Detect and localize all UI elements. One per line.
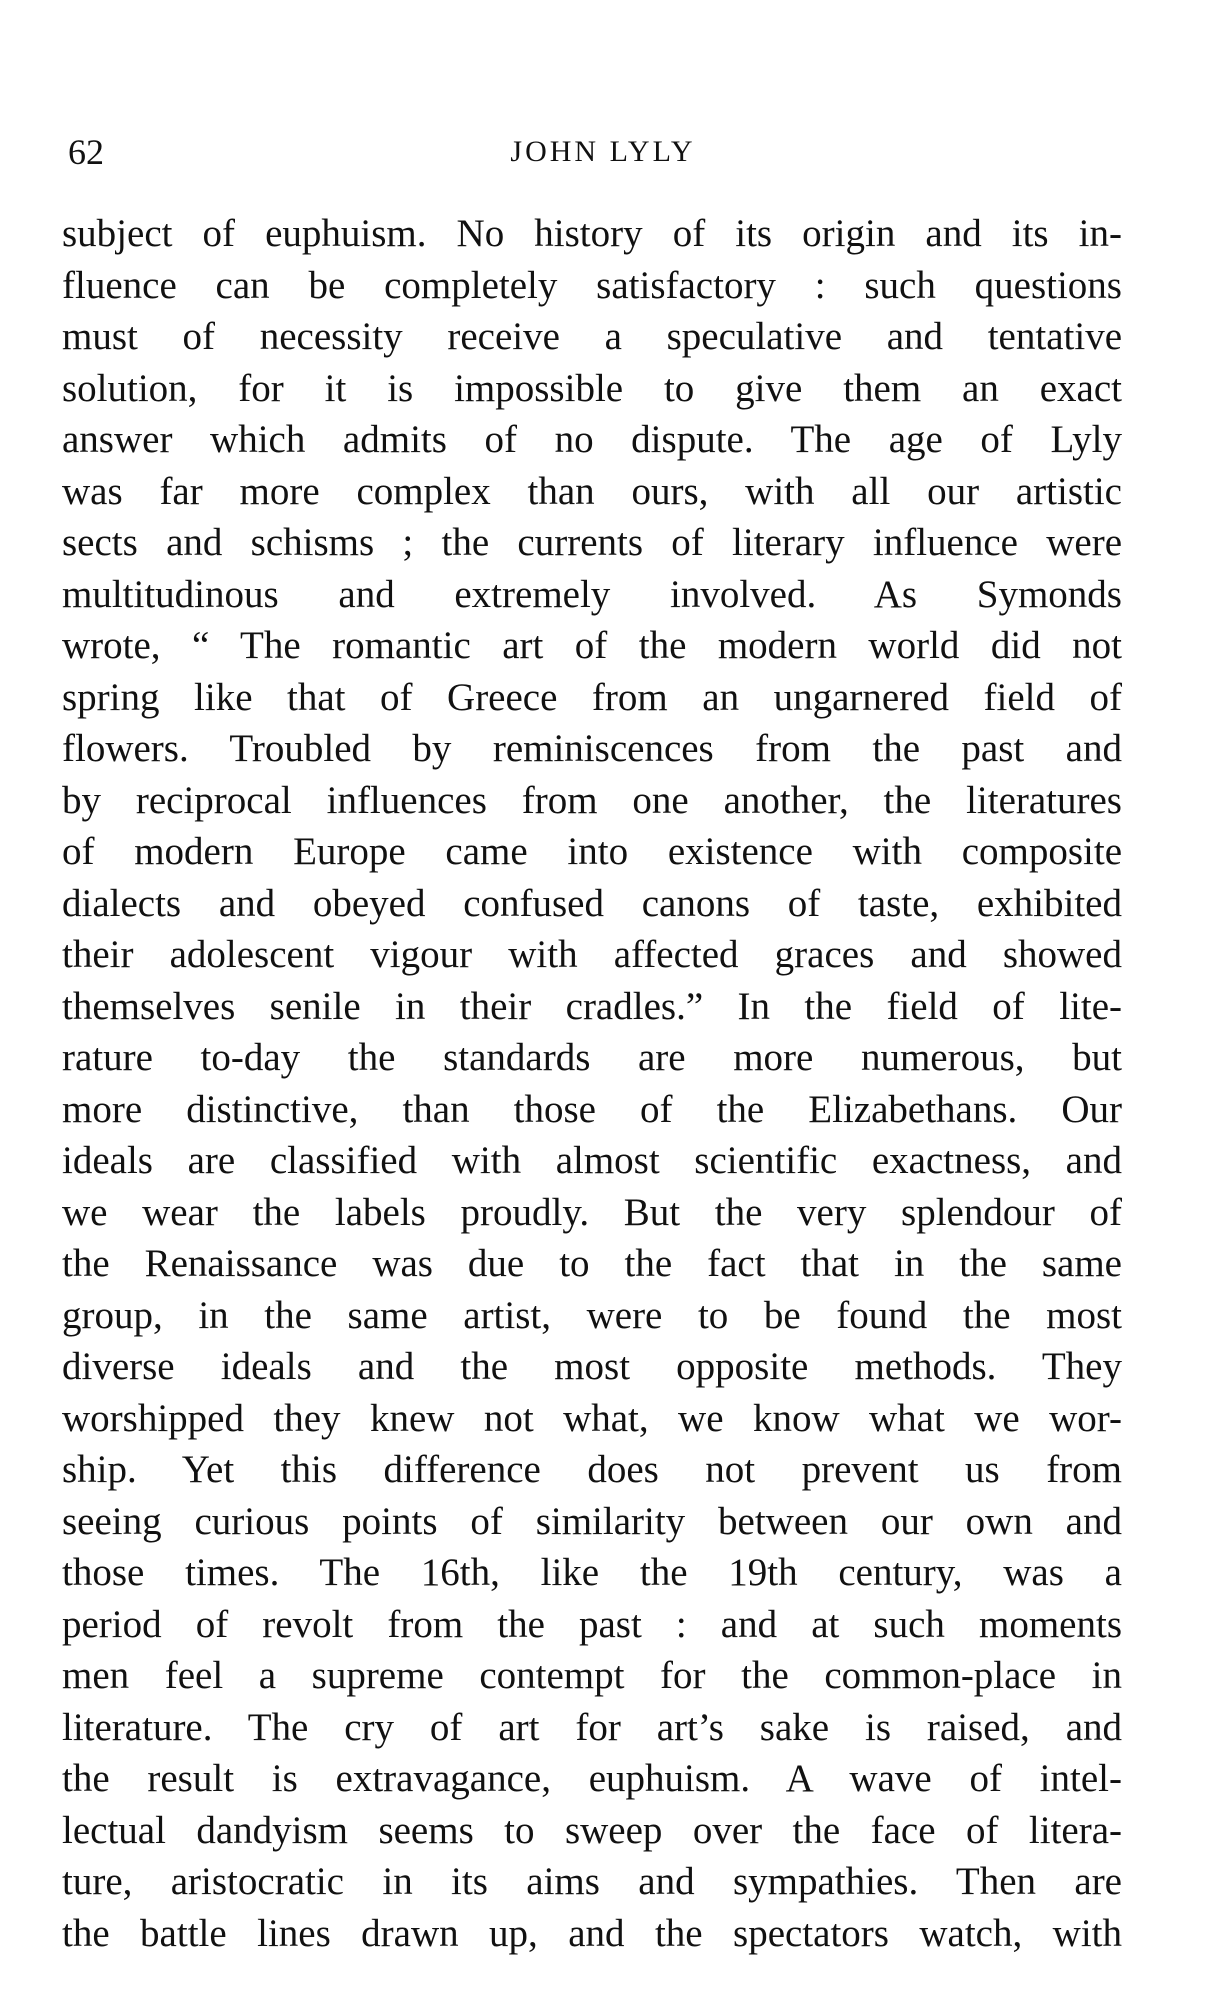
text-line: lectual dandyism seems to sweep over the face of litera- — [62, 1808, 1122, 1852]
text-line: ideals are classified with almost scientific exactness, and — [62, 1139, 1122, 1182]
text-line: we wear the labels proudly. But the very splendour of — [62, 1190, 1122, 1234]
text-line: the Renaissance was due to the fact that in the same — [62, 1242, 1122, 1285]
text-line: solution, for it is impossible to give them an exact — [62, 366, 1122, 410]
text-line: by reciprocal influences from one another, the literatures — [62, 778, 1122, 822]
text-line: fluence can be completely satisfactory : such questions — [62, 263, 1122, 307]
text-line: men feel a supreme contempt for the common-place in — [62, 1654, 1122, 1697]
running-title: JOHN LYLY — [510, 135, 696, 168]
text-line: flowers. Troubled by reminiscences from the past and — [62, 727, 1122, 770]
text-line: spring like that of Greece from an ungarnered field of — [62, 675, 1122, 719]
text-line: more distinctive, than those of the Elizabethans. Our — [62, 1087, 1122, 1131]
text-line: the result is extravagance, euphuism. A wave of intel- — [62, 1757, 1122, 1800]
text-line: of modern Europe came into existence with composite — [62, 830, 1122, 873]
body-text — [62, 208, 1122, 1959]
text-line: themselves senile in their cradles.” In the field of lite- — [62, 984, 1122, 1028]
text-line: dialects and obeyed confused canons of taste, exhibited — [62, 881, 1122, 925]
text-line: rature to-day the standards are more numerous, but — [62, 1036, 1122, 1079]
text-line: subject of euphuism. No history of its origin and its in- — [62, 212, 1122, 255]
text-line: their adolescent vigour with affected graces and showed — [62, 933, 1122, 976]
text-line: was far more complex than ours, with all our artistic — [62, 469, 1122, 513]
text-line: group, in the same artist, were to be found the most — [62, 1293, 1122, 1337]
page-number: 62 — [68, 132, 104, 172]
text-line: sects and schisms ; the currents of literary influence were — [62, 521, 1122, 564]
text-line: must of necessity receive a speculative and tentative — [62, 315, 1122, 358]
text-line: ship. Yet this difference does not prevent us from — [62, 1448, 1122, 1491]
text-line: literature. The cry of art for art’s sake is raised, and — [62, 1705, 1122, 1749]
text-line: wrote, “ The romantic art of the modern world did not — [62, 624, 1122, 667]
page-header — [68, 128, 1118, 176]
text-line: worshipped they knew not what, we know what we wor- — [62, 1396, 1122, 1440]
text-line: the battle lines drawn up, and the spectators watch, with — [62, 1911, 1122, 1955]
text-line: seeing curious points of similarity between our own and — [62, 1499, 1122, 1543]
text-line: those times. The 16th, like the 19th century, was a — [62, 1551, 1122, 1594]
text-line: period of revolt from the past : and at such moments — [62, 1602, 1122, 1646]
text-line: ture, aristocratic in its aims and sympathies. Then are — [62, 1860, 1122, 1903]
text-line: answer which admits of no dispute. The age of Lyly — [62, 418, 1122, 461]
text-line: diverse ideals and the most opposite methods. They — [62, 1345, 1122, 1388]
text-line: multitudinous and extremely involved. As Symonds — [62, 572, 1122, 616]
